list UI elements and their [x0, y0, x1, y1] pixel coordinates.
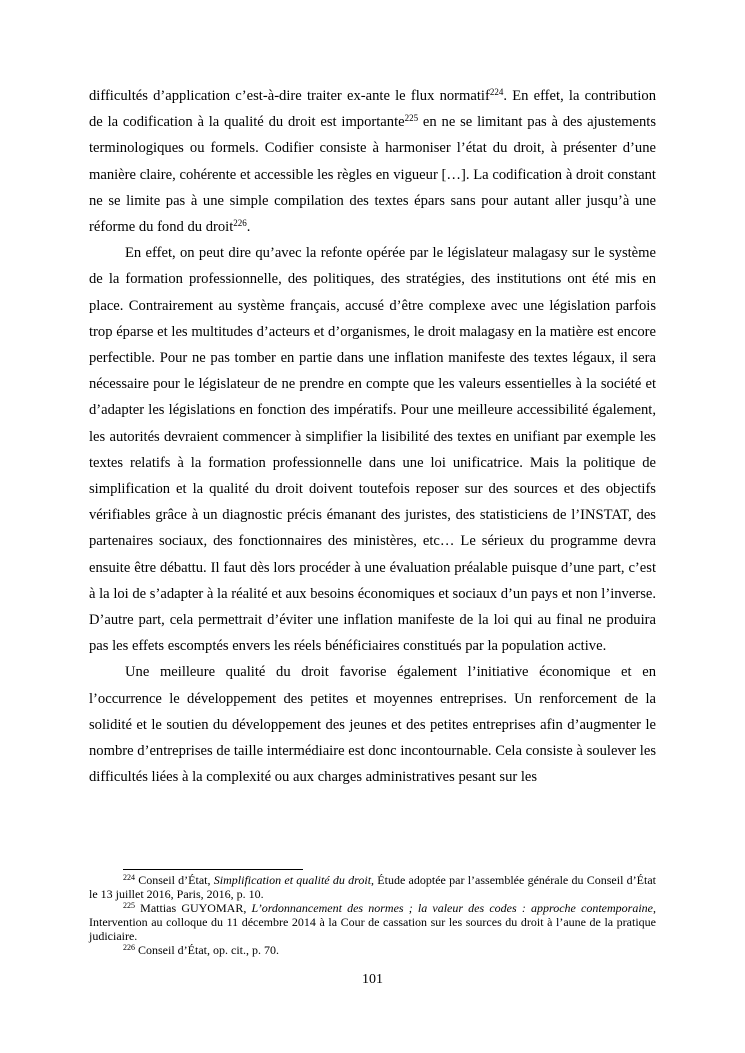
footnote-ref-225: 225 [404, 113, 419, 124]
footnotes [89, 873, 656, 957]
footnote-text: Conseil d’État, [135, 873, 214, 887]
footnote-text: Mattias GUYOMAR, [135, 901, 252, 915]
footnote-title: Simplification et qualité du droit [213, 873, 372, 887]
text-run: en ne se limitant pas à des ajustements terminologiques ou formels. Codifier consiste à harmoniser l’état du droit, à présenter d’une manière claire, cohérente et accessible les règles en vigueur […]. La codification à droit constant ne se limite pas à une simple compilation des textes épars sans pour autant aller jusqu’à une réforme du fond du droit [89, 114, 657, 236]
footnote-224 [89, 873, 656, 901]
text-run: . [246, 219, 251, 236]
footnote-225 [89, 901, 656, 943]
footnote-separator [123, 869, 303, 870]
footnote-text: , Intervention au colloque du 11 décembre 2014 à la Cour de cassation sur les sources du droit à l’aune de la pratique judiciaire. [89, 901, 656, 943]
text-run: . En effet, la contribution de la codification à la qualité du droit est importante [89, 88, 657, 131]
footnote-number: 226 [123, 943, 135, 952]
footnote-ref-224: 224 [489, 87, 504, 97]
footnote-text: , Étude adoptée par l’assemblée générale du Conseil d’État le 13 juillet 2016, Paris, 2016, p. 10. [89, 873, 656, 901]
paragraph-1 [89, 83, 656, 240]
footnote-226 [89, 943, 656, 957]
text-run: difficultés d’application c’est-à-dire traiter ex-ante le flux normatif [89, 88, 490, 104]
footnote-number: 224 [123, 873, 135, 882]
footnote-ref-226: 226 [233, 218, 247, 229]
paragraph-2: En effet, on peut dire qu’avec la refonte opérée par le législateur malagasy sur le système de la formation professionnelle, des politiques, des stratégies, des institutions ont été mis en place. Contrairement au système français, accusé d’être complexe avec une législation parfois trop éparse et les multitudes d’acteurs et d’organismes, le droit malagasy en la matière est encore perfectible. Pour ne pas tomber en partie dans une inflation manifeste des textes légaux, il sera nécessaire pour le législateur de ne prendre en compte que les valeurs essentielles à la société et d’adapter les législations en fonction des impératifs. Pour une meilleure accessibilité également, les autorités devraient commencer à simplifier la lisibilité des textes en unifiant par exemple les textes relatifs à la formation professionnelle dans une loi unificatrice. Mais la politique de simplification et la qualité du droit doivent toutefois reposer sur des sources et des objectifs vérifiables grâce à un diagnostic précis émanant des juristes, des statisticiens de l’INSTAT, des partenaires sociaux, des fonctionnaires des ministères, etc… Le sérieux du programme devra ensuite être débattu. Il faut dès lors procéder à une évaluation préalable puisque d’une part, c’est à la loi de s’adapter à la réalité et aux besoins économiques et sociaux d’un pays et non l’inverse. D’autre part, cela permettrait d’éviter une inflation manifeste de la loi qui au final ne produira pas les effets escomptés envers les réels bénéficiaires constitués par la population active. [89, 245, 656, 655]
page-number: 101 [362, 972, 383, 987]
footnote-number: 225 [123, 901, 135, 910]
footnote-title: L’ordonnancement des normes ; la valeur des codes : approche contemporaine [251, 901, 653, 915]
paragraph-3: Une meilleure qualité du droit favorise également l’initiative économique et en l’occurrence le développement des petites et moyennes entreprises. Un renforcement de la solidité et le soutien du développement des jeunes et des petites entreprises afin d’augmenter le nombre d’entreprises de taille intermédiaire est donc incontournable. Cela consiste à soulever les difficultés liées à la complexité ou aux charges administratives pesant sur les [89, 664, 656, 786]
body-text [89, 83, 656, 790]
footnote-text: Conseil d’État, op. cit., p. 70. [135, 943, 279, 957]
